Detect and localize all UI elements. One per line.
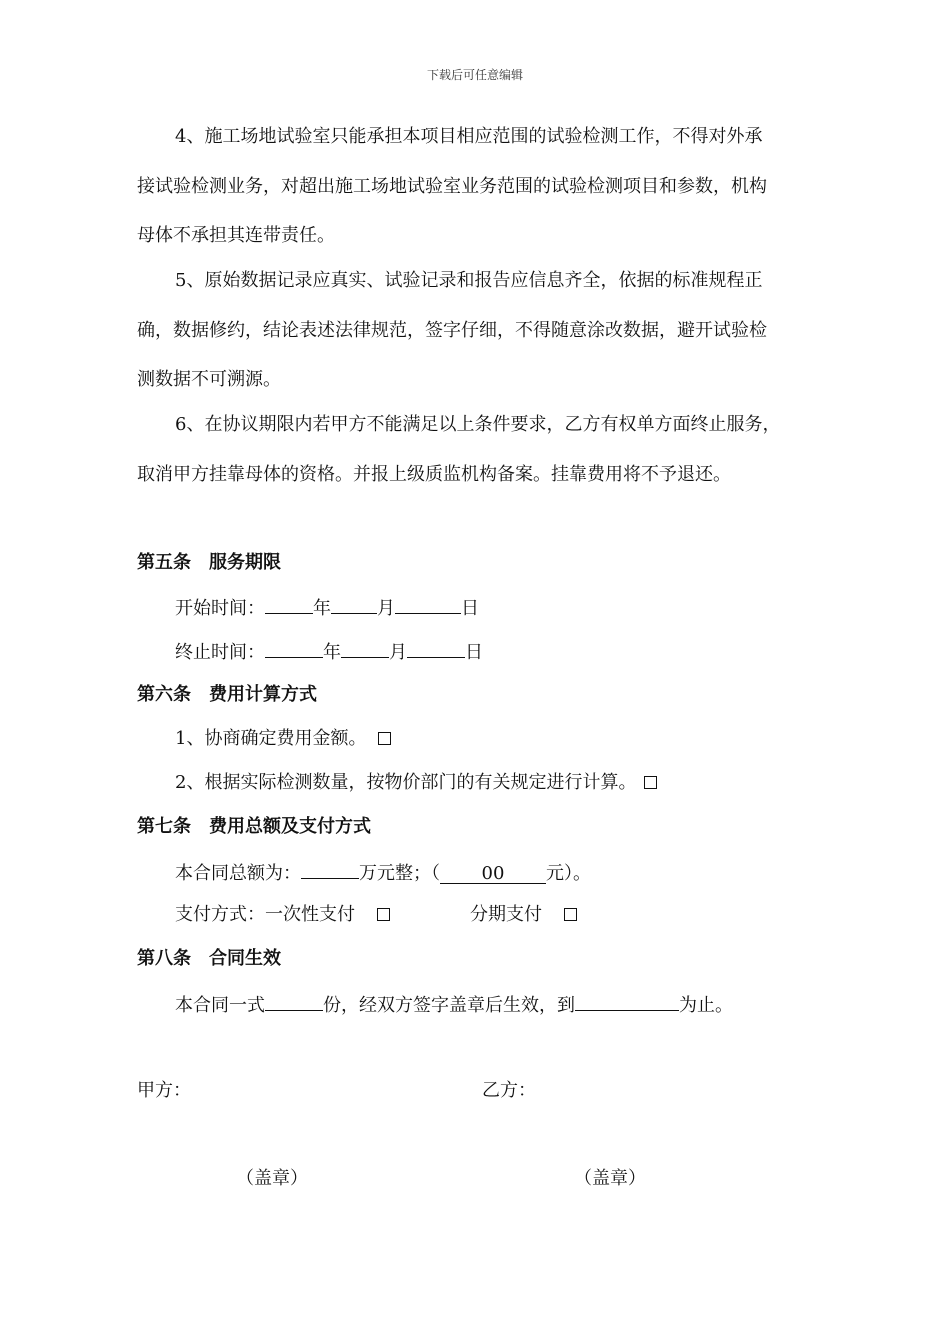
article-6-title: 第六条 费用计算方式 bbox=[137, 684, 317, 705]
effect-text-b: 份，经双方签字盖章后生效，到 bbox=[323, 995, 575, 1016]
end-date-label: 终止时间： bbox=[175, 642, 265, 663]
total-yuan-field[interactable]: 00 bbox=[440, 863, 546, 884]
clause-4-line-3: 母体不承担其连带责任。 bbox=[137, 225, 335, 246]
effect-text-a: 本合同一式 bbox=[175, 995, 265, 1016]
article-8-title: 第八条 合同生效 bbox=[137, 948, 281, 969]
party-b-seal: （盖章） bbox=[574, 1168, 646, 1189]
effect-text-c: 为止。 bbox=[679, 995, 733, 1016]
effect-row bbox=[175, 990, 733, 1019]
clause-5-line-1: 5、原始数据记录应真实、试验记录和报告应信息齐全，依据的标准规程正 bbox=[175, 270, 763, 291]
end-year-field[interactable] bbox=[265, 637, 323, 658]
payment-method-row bbox=[175, 902, 577, 928]
start-month-field[interactable] bbox=[331, 593, 377, 614]
year-label: 年 bbox=[323, 642, 341, 663]
valid-until-field[interactable] bbox=[575, 990, 679, 1011]
day-label: 日 bbox=[465, 642, 483, 663]
article-5-title: 第五条 服务期限 bbox=[137, 552, 281, 573]
end-month-field[interactable] bbox=[341, 637, 389, 658]
installment-checkbox[interactable] bbox=[564, 908, 577, 921]
lump-sum-checkbox[interactable] bbox=[377, 908, 390, 921]
page-header: 下载后可任意编辑 bbox=[426, 68, 523, 82]
fee-option-2-checkbox[interactable] bbox=[644, 776, 657, 789]
start-day-field[interactable] bbox=[395, 593, 461, 614]
month-label: 月 bbox=[377, 598, 395, 619]
fee-option-1-label: 1、协商确定费用金额。 bbox=[175, 728, 367, 749]
party-a-seal: （盖章） bbox=[236, 1168, 308, 1189]
clause-4-line-2: 接试验检测业务，对超出施工场地试验室业务范围的试验检测项目和参数，机构 bbox=[137, 176, 767, 197]
installment-label: 分期支付 bbox=[470, 904, 542, 925]
start-year-field[interactable] bbox=[265, 593, 313, 614]
clause-6-line-2: 取消甲方挂靠母体的资格。并报上级质监机构备案。挂靠费用将不予退还。 bbox=[137, 464, 731, 485]
total-amount-end: 元）。 bbox=[546, 863, 591, 884]
party-b-label: 乙方： bbox=[482, 1080, 536, 1101]
fee-option-1 bbox=[175, 726, 391, 752]
start-date-row bbox=[175, 593, 479, 622]
fee-option-2 bbox=[175, 770, 657, 796]
fee-option-1-checkbox[interactable] bbox=[378, 732, 391, 745]
day-label: 日 bbox=[461, 598, 479, 619]
clause-4-line-1: 4、施工场地试验室只能承担本项目相应范围的试验检测工作，不得对外承 bbox=[175, 126, 763, 147]
party-a-label: 甲方： bbox=[137, 1080, 191, 1101]
total-amount-label: 本合同总额为： bbox=[175, 863, 301, 884]
total-amount-field[interactable] bbox=[301, 858, 359, 879]
payment-method-label: 支付方式：一次性支付 bbox=[175, 904, 355, 925]
start-date-label: 开始时间： bbox=[175, 598, 265, 619]
clause-5-line-3: 测数据不可溯源。 bbox=[137, 369, 281, 390]
total-amount-unit: 万元整；（ bbox=[359, 863, 440, 884]
end-date-row bbox=[175, 637, 483, 666]
total-amount-row bbox=[175, 858, 591, 887]
month-label: 月 bbox=[389, 642, 407, 663]
year-label: 年 bbox=[313, 598, 331, 619]
end-day-field[interactable] bbox=[407, 637, 465, 658]
article-7-title: 第七条 费用总额及支付方式 bbox=[137, 816, 371, 837]
clause-6-line-1: 6、在协议期限内若甲方不能满足以上条件要求，乙方有权单方面终止服务， bbox=[175, 414, 781, 435]
fee-option-2-label: 2、根据实际检测数量，按物价部门的有关规定进行计算。 bbox=[175, 772, 637, 793]
clause-5-line-2: 确，数据修约，结论表述法律规范，签字仔细，不得随意涂改数据，避开试验检 bbox=[137, 320, 767, 341]
copies-field[interactable] bbox=[265, 990, 323, 1011]
